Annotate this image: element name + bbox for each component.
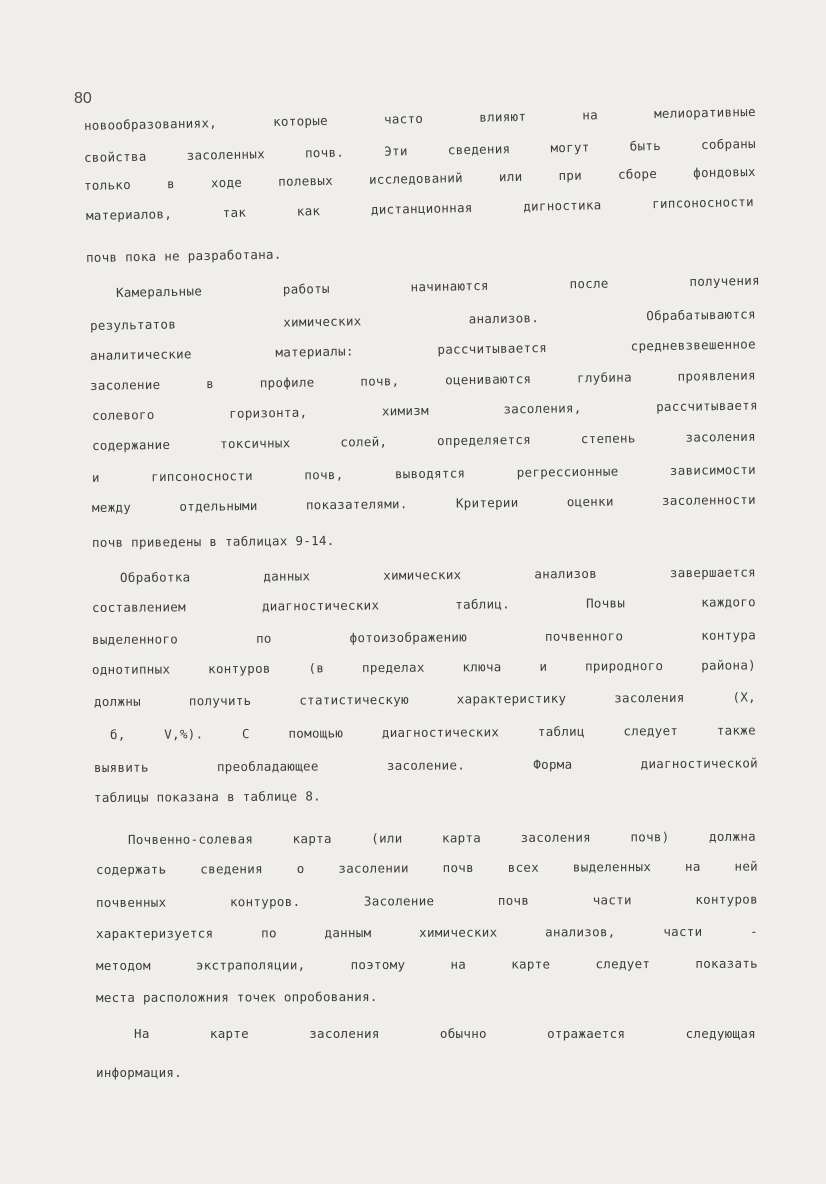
text-line: информация. xyxy=(96,1065,183,1080)
text-line: почв приведены в таблицах 9-14. xyxy=(91,532,335,550)
text-line: содержание токсичных солей, определяется степень засоления xyxy=(91,428,756,453)
text-line: между отдельными показателями. Критерии оценки засоленности xyxy=(91,491,757,515)
text-line: Обработка данных химических анализов завершается xyxy=(119,564,757,585)
text-line: Почвенно-солевая карта (или карта засоления почв) должна xyxy=(127,828,757,847)
text-line: содержать сведения о засолении почв всех выделенных на ней xyxy=(95,858,758,877)
text-line: почв пока не разработана. xyxy=(85,246,282,265)
text-line: таблицы показана в таблице 8. xyxy=(93,788,321,805)
text-line: новообразованиях, которые часто влияют на мелиоративные xyxy=(83,103,756,133)
text-line: результатов химических анализов. Обрабатываются xyxy=(89,306,756,333)
text-line: места расположния точек опробования. xyxy=(95,989,378,1005)
text-line: методом экстраполяции, поэтому на карте следует показать xyxy=(95,955,758,973)
text-line: однотипных контуров (в пределах ключа и природного района) xyxy=(91,657,756,677)
text-line: б, V,%). С помощью диагностических таблиц следует также xyxy=(109,722,756,742)
text-line: выделенного по фотоизображению почвенного контура xyxy=(91,627,757,647)
text-line: должны получить статистическую характеристику засоления (X, xyxy=(93,689,757,709)
text-line: свойства засоленных почв. Эти сведения могут быть собраны xyxy=(83,135,757,165)
text-line: материалов, так как дистанционная дигностика гипсоносности xyxy=(85,194,755,223)
text-line: составлением диагностических таблиц. Почвы каждого xyxy=(91,594,756,615)
text-line: почвенных контуров. Засоление почв части контуров xyxy=(95,891,758,910)
text-line: аналитические материалы: рассчитывается средневзвешенное xyxy=(89,336,757,363)
text-line: Камеральные работы начинаются после получения xyxy=(115,272,760,300)
text-line: засоление в профиле почв, оцениваются глубина проявления xyxy=(89,367,756,393)
page-number: 80 xyxy=(74,90,92,107)
text-line: выявить преобладающее засоление. Форма диагностической xyxy=(93,755,759,775)
text-line: солевого горизонта, химизм засоления, рассчитываетя xyxy=(91,397,759,423)
text-line: и гипсоносности почв, выводятся регрессионные зависимости xyxy=(91,461,757,485)
text-line: только в ходе полевых исследований или при сборе фондовых xyxy=(83,163,756,193)
text-line: На карте засоления обычно отражается следующая xyxy=(134,1026,756,1041)
text-line: характеризуется по данным химических анализов, части - xyxy=(95,923,759,941)
